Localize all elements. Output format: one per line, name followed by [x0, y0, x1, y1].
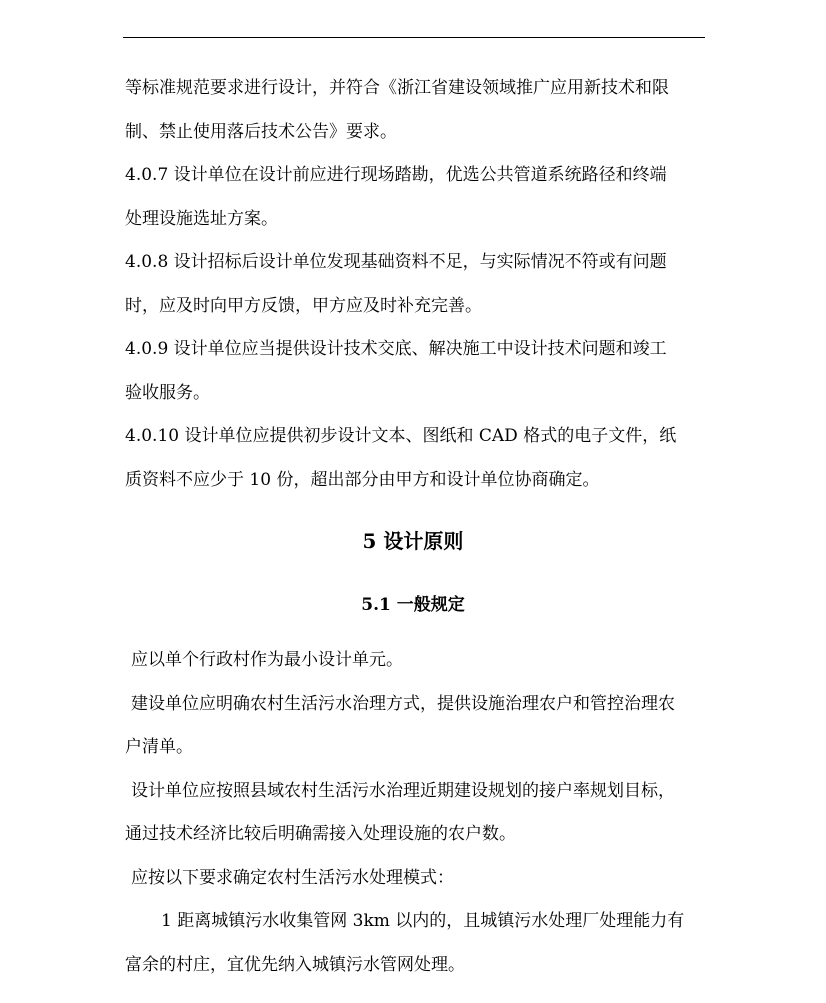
text-line: 制、禁止使用落后技术公告》要求。 — [125, 121, 397, 142]
list-item: 1 距离城镇污水收集管网 3km 以内的，且城镇污水处理厂处理能力有 — [161, 911, 685, 931]
text-line: 应以单个行政村作为最小设计单元。 — [131, 650, 403, 670]
clause-4-0-10: 4.0.10 设计单位应提供初步设计文本、图纸和 CAD 格式的电子文件，纸 — [125, 426, 677, 446]
header-rule — [123, 37, 705, 38]
clause-4-0-9: 4.0.9 设计单位应当提供设计技术交底、解决施工中设计技术问题和竣工 — [125, 339, 667, 359]
body-text-bottom — [125, 639, 707, 987]
text-line: 应按以下要求确定农村生活污水处理模式： — [131, 867, 454, 888]
text-line: 验收服务。 — [125, 382, 210, 403]
text-line: 时，应及时向甲方反馈，甲方应及时补充完善。 — [125, 295, 482, 316]
subsection-title: 5.1 一般规定 — [361, 595, 465, 615]
text-line: 富余的村庄，宜优先纳入城镇污水管网处理。 — [125, 954, 465, 975]
text-line: 等标准规范要求进行设计，并符合《浙江省建设领域推广应用新技术和限 — [125, 78, 669, 98]
section-title: 5 设计原则 — [362, 529, 464, 553]
text-line: 通过技术经济比较后明确需接入处理设施的农户数。 — [125, 824, 516, 844]
text-line: 处理设施选址方案。 — [125, 208, 278, 229]
text-line: 建设单位应明确农村生活污水治理方式，提供设施治理农户和管控治理农 — [131, 693, 675, 714]
text-line: 设计单位应按照县域农村生活污水治理近期建设规划的接户率规划目标， — [131, 780, 675, 801]
clause-4-0-7: 4.0.7 设计单位在设计前应进行现场踏勘，优选公共管道系统路径和终端 — [125, 165, 667, 185]
text-line: 户清单。 — [125, 737, 193, 757]
body-text-top — [125, 67, 707, 502]
text-line: 质资料不应少于 10 份，超出部分由甲方和设计单位协商确定。 — [125, 469, 600, 490]
clause-4-0-8: 4.0.8 设计招标后设计单位发现基础资料不足，与实际情况不符或有问题 — [125, 252, 667, 272]
